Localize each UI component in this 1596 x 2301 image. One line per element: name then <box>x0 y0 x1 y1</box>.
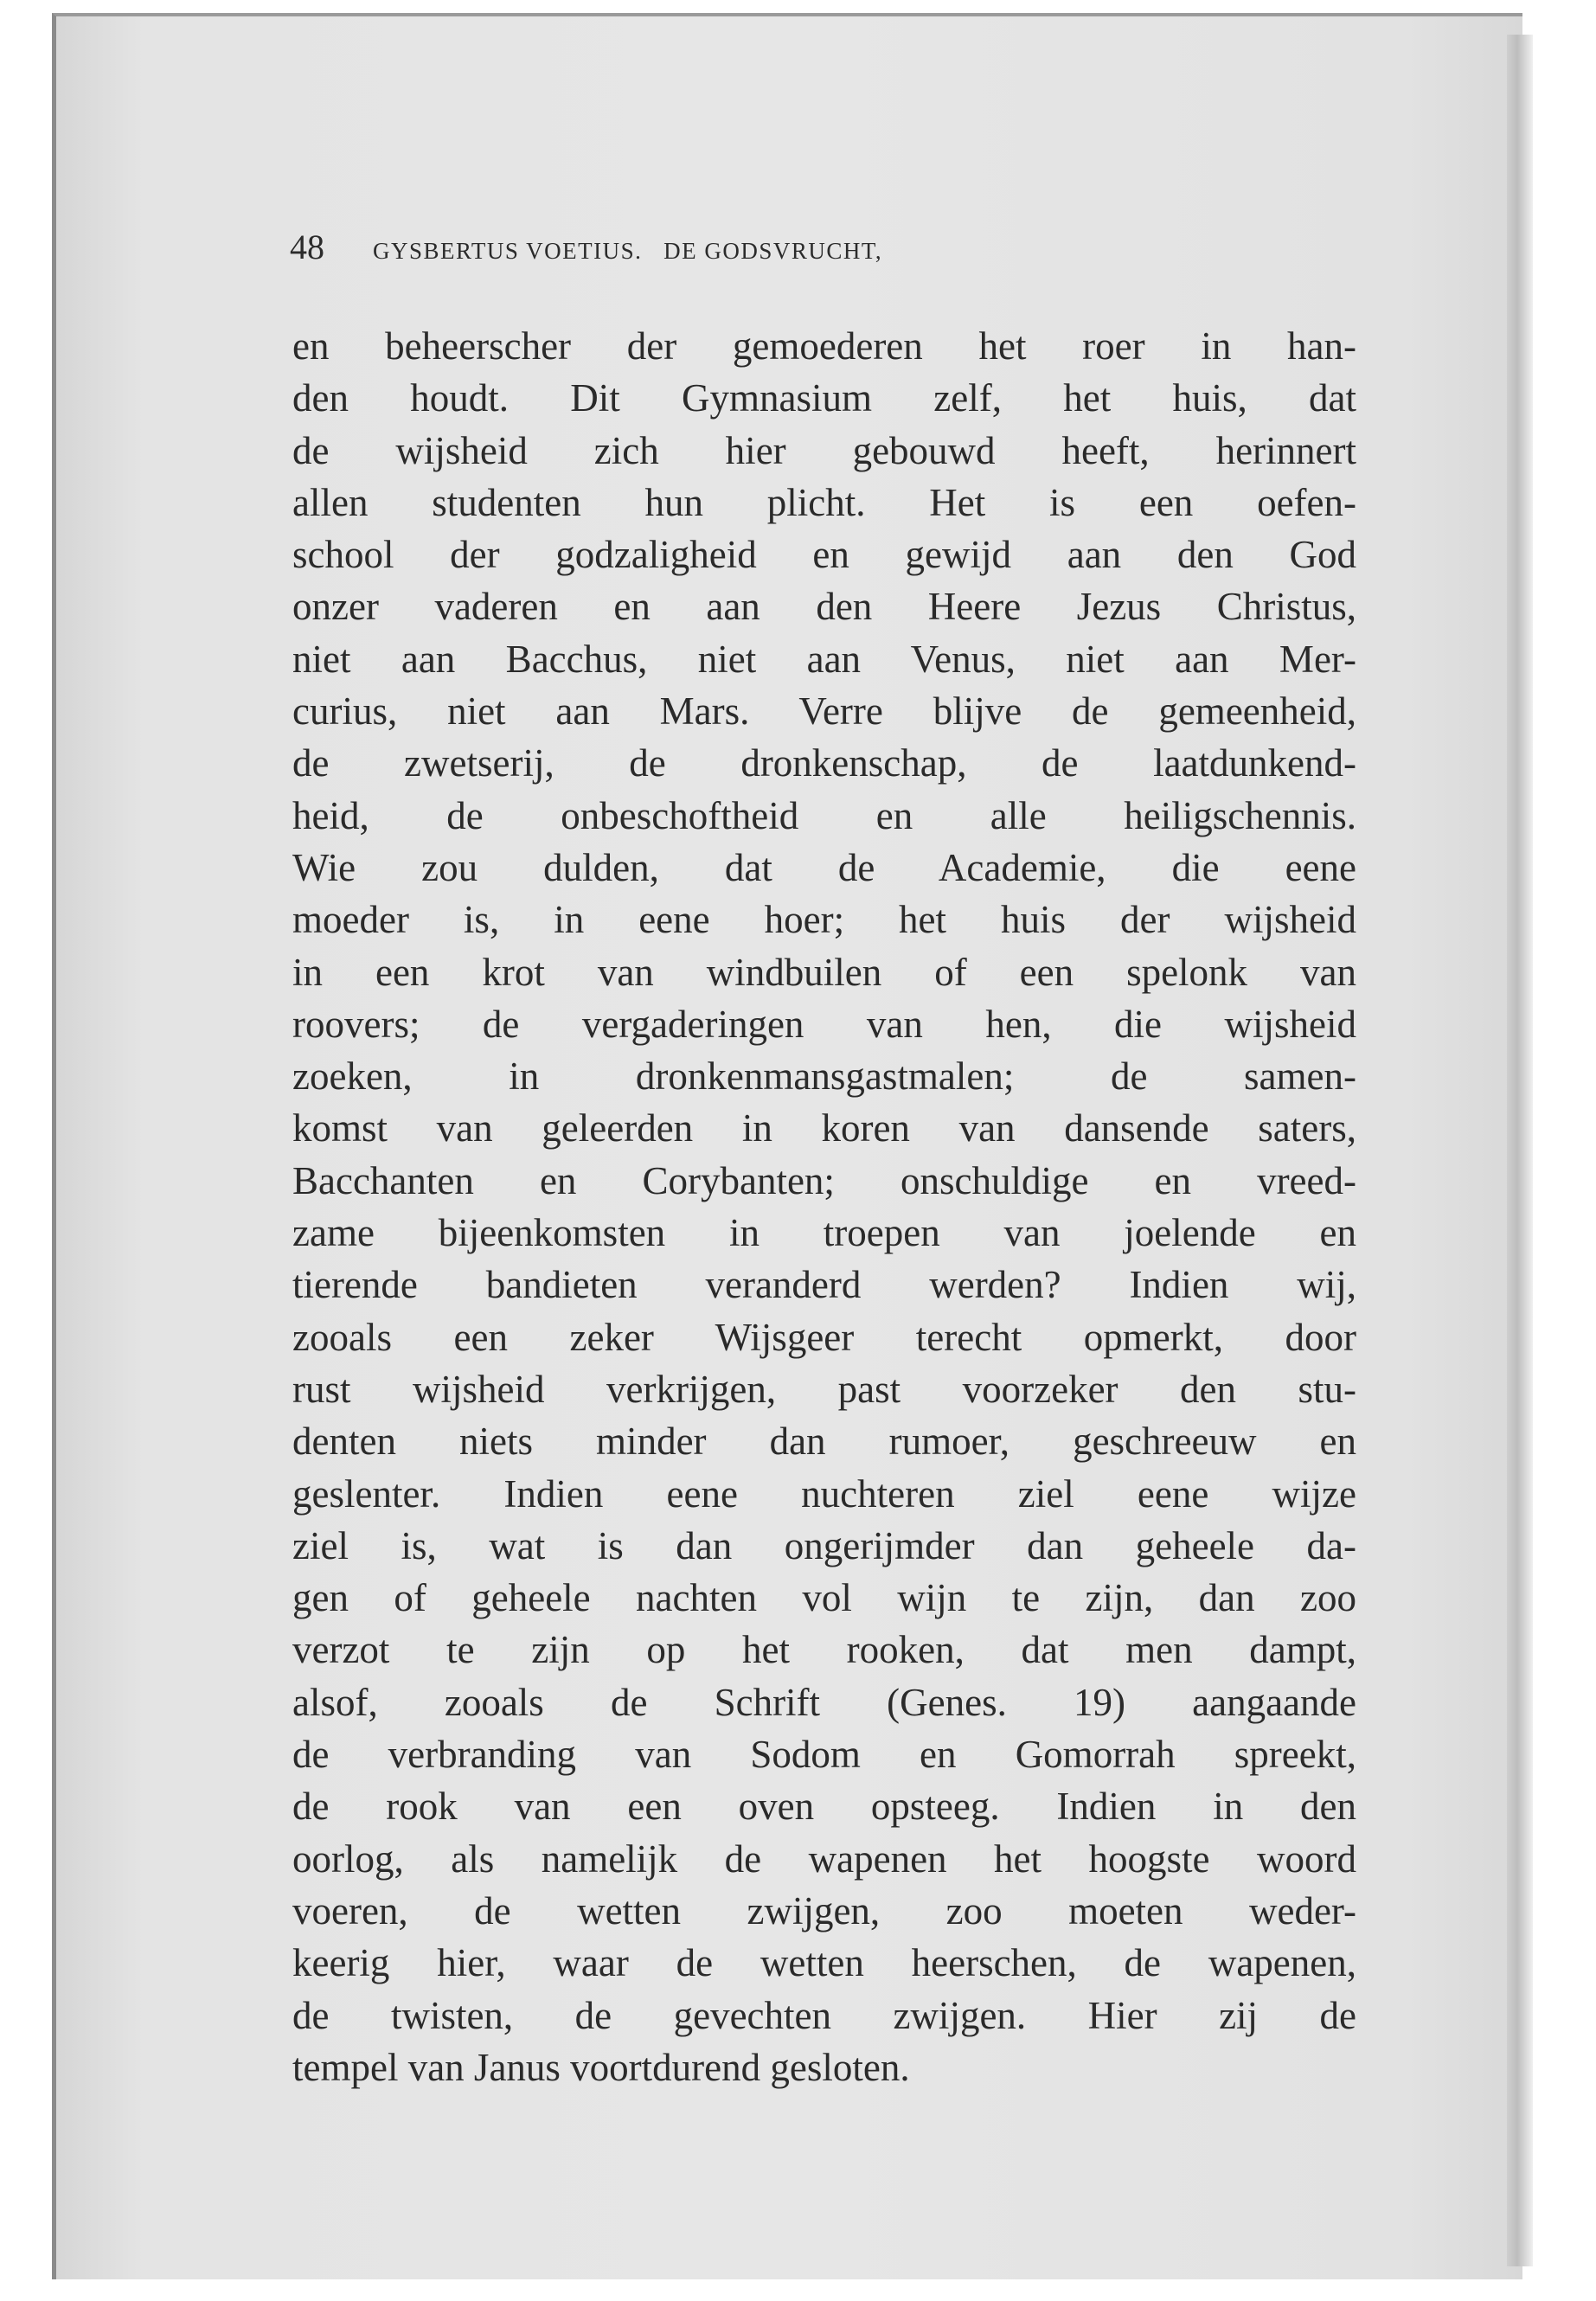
page-gutter-shadow <box>1507 35 1533 2266</box>
text-line: allen studenten hun plicht. Het is een oefen- <box>292 480 1356 524</box>
text-line: Bacchanten en Corybanten; onschuldige en vreed- <box>292 1158 1356 1202</box>
running-head <box>373 238 882 265</box>
page-number: 48 <box>290 228 324 266</box>
text-line: en beheerscher der gemoederen het roer in han- <box>292 324 1356 368</box>
text-line: zame bijeenkomsten in troepen van joelende en <box>292 1211 1356 1255</box>
page-header <box>290 227 882 275</box>
text-line: de wijsheid zich hier gebouwd heeft, herinnert <box>292 428 1356 472</box>
text-line: alsof, zooals de Schrift (Genes. 19) aangaande <box>292 1680 1356 1724</box>
text-line-last: tempel van Janus voortdurend gesloten. <box>292 2045 910 2089</box>
text-line: curius, niet aan Mars. Verre blijve de gemeenheid, <box>292 689 1356 734</box>
text-line: de rook van een oven opsteeg. Indien in den <box>292 1785 1356 1829</box>
text-line: de zwetserij, de dronkenschap, de laatdunkend- <box>292 741 1356 785</box>
running-head-text: GYSBERTUS VOETIUS. DE GODSVRUCHT, <box>373 238 883 264</box>
text-line: den houdt. Dit Gymnasium zelf, het huis, dat <box>292 376 1356 420</box>
text-line: keerig hier, waar de wetten heerschen, de wapenen, <box>292 1941 1356 1985</box>
text-line: heid, de onbeschoftheid en alle heiligschennis. <box>292 793 1356 837</box>
text-line: niet aan Bacchus, niet aan Venus, niet aan Mer- <box>292 637 1356 681</box>
text-line: zoeken, in dronkenmansgastmalen; de samen- <box>292 1054 1356 1099</box>
text-line: onzer vaderen en aan den Heere Jezus Christus, <box>292 585 1356 629</box>
text-line: de verbranding van Sodom en Gomorrah spreekt, <box>292 1733 1356 1777</box>
text-line: de twisten, de gevechten zwijgen. Hier zij de <box>292 1993 1356 2037</box>
text-line: voeren, de wetten zwijgen, zoo moeten weder- <box>292 1888 1356 1932</box>
text-line: rust wijsheid verkrijgen, past voorzeker den stu- <box>292 1367 1356 1411</box>
body-text <box>292 320 1356 2093</box>
text-line: zooals een zeker Wijsgeer terecht opmerkt, door <box>292 1315 1356 1359</box>
text-line: Wie zou dulden, dat de Academie, die eene <box>292 845 1356 889</box>
text-line: gen of geheele nachten vol wijn te zijn, dan zoo <box>292 1576 1356 1620</box>
text-line: roovers; de vergaderingen van hen, die wijsheid <box>292 1002 1356 1046</box>
text-line: school der godzaligheid en gewijd aan den God <box>292 533 1356 577</box>
text-line: verzot te zijn op het rooken, dat men dampt, <box>292 1628 1356 1672</box>
text-line: ziel is, wat is dan ongerijmder dan geheele da- <box>292 1523 1356 1567</box>
text-line: moeder is, in eene hoer; het huis der wijsheid <box>292 898 1356 942</box>
text-line: in een krot van windbuilen of een spelonk van <box>292 950 1356 994</box>
text-line: denten niets minder dan rumoer, geschreeuw en <box>292 1420 1356 1464</box>
text-line: tierende bandieten veranderd werden? Indien wij, <box>292 1263 1356 1307</box>
text-line: komst van geleerden in koren van dansende saters, <box>292 1106 1356 1150</box>
text-line: geslenter. Indien eene nuchteren ziel eene wijze <box>292 1471 1356 1516</box>
text-line: oorlog, als namelijk de wapenen het hoogste woord <box>292 1836 1356 1881</box>
